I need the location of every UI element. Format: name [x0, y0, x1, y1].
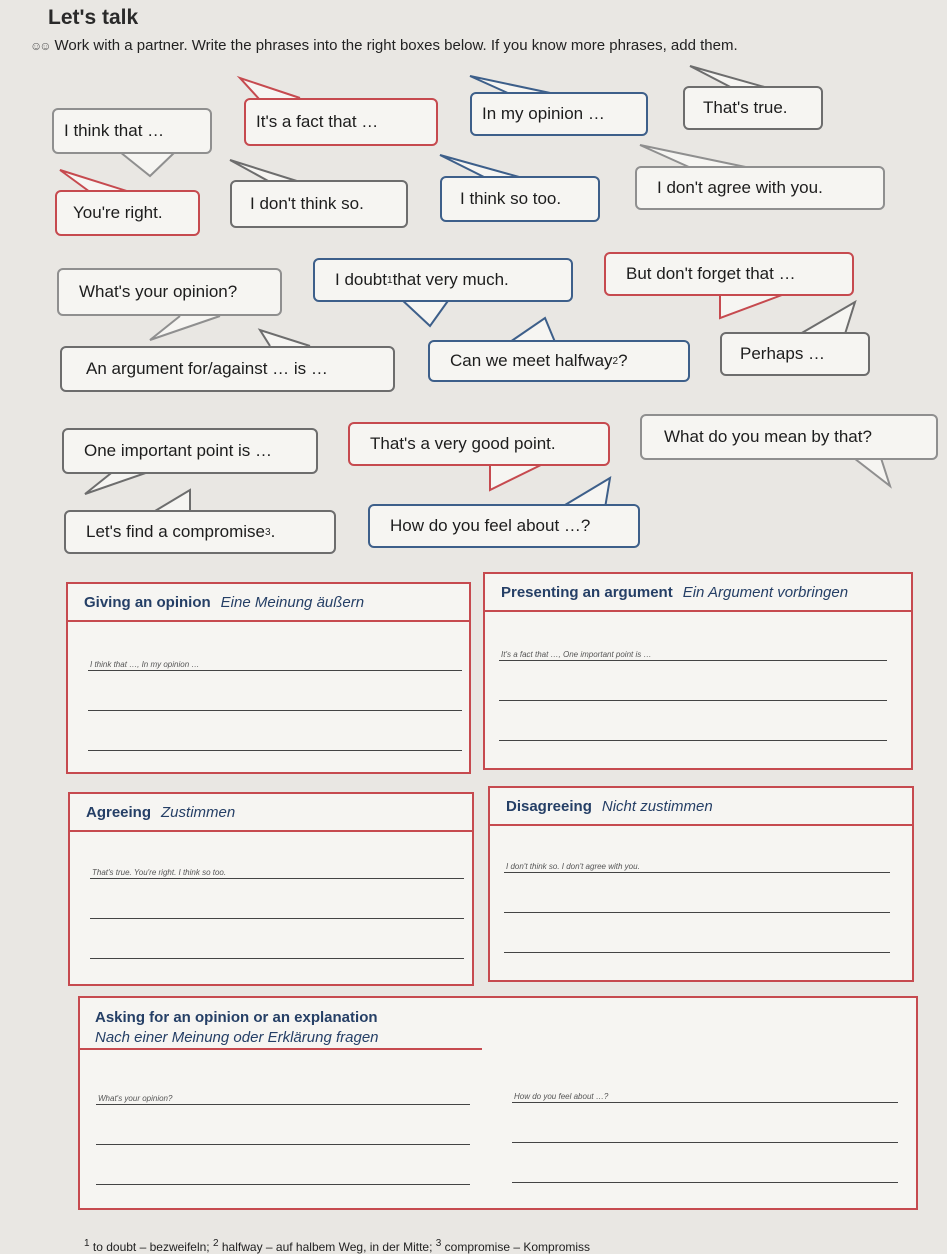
answer-line[interactable] — [512, 1182, 898, 1183]
phrase-i-doubt-rest: that very much. — [392, 270, 509, 289]
answer-line[interactable] — [96, 1104, 470, 1105]
answer-line[interactable] — [88, 710, 462, 711]
answer-line[interactable] — [96, 1144, 470, 1145]
answer-line[interactable] — [512, 1142, 898, 1143]
phrase-bubble-very-good-point: That's a very good point. — [348, 422, 610, 466]
answer-line[interactable] — [90, 918, 464, 919]
partner-work-icon: ☺☺ — [30, 39, 49, 53]
answer-line[interactable] — [96, 1184, 470, 1185]
answer-line[interactable] — [499, 740, 887, 741]
phrase-bubble-one-important-point: One important point is … — [62, 428, 318, 474]
answer-line[interactable] — [88, 750, 462, 751]
box-giving-opinion-header — [68, 584, 469, 622]
phrase-bubble-whats-your-opinion: What's your opinion? — [57, 268, 282, 316]
phrase-bubble-youre-right: You're right. — [55, 190, 200, 236]
phrase-bubble-i-think-so-too: I think so too. — [440, 176, 600, 222]
box-giving-opinion-title-en: Giving an opinion — [84, 593, 211, 611]
phrase-bubble-i-dont-agree: I don't agree with you. — [635, 166, 885, 210]
box-agreeing-title-en: Agreeing — [86, 803, 152, 821]
phrase-bubble-an-argument: An argument for/against … is … — [60, 346, 395, 392]
phrase-bubble-how-do-you-feel: How do you feel about …? — [368, 504, 640, 548]
answer-line[interactable] — [504, 952, 890, 953]
phrase-bubble-find-compromise — [64, 510, 336, 554]
box-disagreeing-title-de: Nicht zustimmen — [601, 797, 713, 815]
handwritten-answer: That's true. You're right. I think so too. — [92, 868, 227, 877]
instruction — [30, 37, 738, 54]
footnote-2: halfway – auf halbem Weg, in der Mitte; — [218, 1240, 436, 1254]
footnote-marker-3: 3 — [265, 526, 271, 538]
box-presenting-argument-header — [485, 574, 911, 612]
phrase-i-doubt-text: I doubt — [335, 270, 387, 289]
phrase-bubble-its-a-fact: It's a fact that … — [244, 98, 438, 146]
phrase-bubble-meet-halfway — [428, 340, 690, 382]
box-asking-header-divider — [80, 1048, 482, 1050]
answer-line[interactable] — [499, 700, 887, 701]
footnote-3: compromise – Kompromiss — [441, 1240, 591, 1254]
phrase-bubble-thats-true: That's true. — [683, 86, 823, 130]
handwritten-answer: I think that …, In my opinion … — [90, 660, 200, 669]
footnote-marker-1: 1 — [387, 274, 393, 286]
page-title: Let's talk — [48, 6, 139, 29]
box-giving-opinion-title-de: Eine Meinung äußern — [220, 593, 365, 611]
phrase-bubble-but-dont-forget: But don't forget that … — [604, 252, 854, 296]
handwritten-answer: What's your opinion? — [98, 1094, 173, 1103]
phrase-bubble-i-doubt — [313, 258, 573, 302]
answer-line[interactable] — [90, 878, 464, 879]
box-presenting-title-de: Ein Argument vorbringen — [682, 583, 849, 601]
handwritten-answer: I don't think so. I don't agree with you. — [506, 862, 640, 871]
footnote-1: to doubt – bezweifeln; — [89, 1240, 213, 1254]
phrase-meet-halfway-text: Can we meet halfway — [450, 351, 613, 370]
answer-line[interactable] — [88, 670, 462, 671]
phrase-bubble-i-dont-think-so: I don't think so. — [230, 180, 408, 228]
box-disagreeing-title-en: Disagreeing — [506, 797, 592, 815]
answer-line[interactable] — [504, 912, 890, 913]
instruction-text: Work with a partner. Write the phrases into the right boxes below. If you know more phrases, add them. — [54, 37, 738, 54]
box-agreeing — [68, 792, 474, 986]
phrase-bubble-in-my-opinion: In my opinion … — [470, 92, 648, 136]
handwritten-answer: How do you feel about …? — [514, 1092, 609, 1101]
phrase-bubble-i-think-that: I think that … — [52, 108, 212, 154]
handwritten-answer: It's a fact that …, One important point is … — [501, 650, 652, 659]
footnotes — [84, 1238, 590, 1254]
box-asking-title-en: Asking for an opinion or an explanation — [95, 1009, 378, 1026]
phrase-bubble-perhaps: Perhaps … — [720, 332, 870, 376]
box-presenting-argument — [483, 572, 913, 770]
answer-line[interactable] — [90, 958, 464, 959]
footnote-num-2: 2 — [212, 1238, 219, 1249]
box-agreeing-header — [70, 794, 472, 832]
answer-line[interactable] — [504, 872, 890, 873]
box-asking-header — [95, 1008, 379, 1048]
box-disagreeing — [488, 786, 914, 982]
footnote-num-3: 3 — [435, 1238, 442, 1249]
phrase-find-compromise-text: Let's find a compromise — [86, 522, 265, 541]
phrase-find-compromise-end: . — [270, 522, 276, 541]
phrase-meet-halfway-end: ? — [618, 351, 628, 370]
box-giving-opinion — [66, 582, 471, 774]
answer-line[interactable] — [512, 1102, 898, 1103]
footnote-num-1: 1 — [84, 1238, 90, 1249]
phrase-bubble-what-do-you-mean: What do you mean by that? — [640, 414, 938, 460]
answer-line[interactable] — [499, 660, 887, 661]
box-presenting-title-en: Presenting an argument — [501, 583, 673, 601]
box-agreeing-title-de: Zustimmen — [161, 803, 236, 821]
box-disagreeing-header — [490, 788, 912, 826]
footnote-marker-2: 2 — [612, 355, 619, 367]
box-asking-title-de: Nach einer Meinung oder Erklärung fragen — [95, 1029, 379, 1046]
